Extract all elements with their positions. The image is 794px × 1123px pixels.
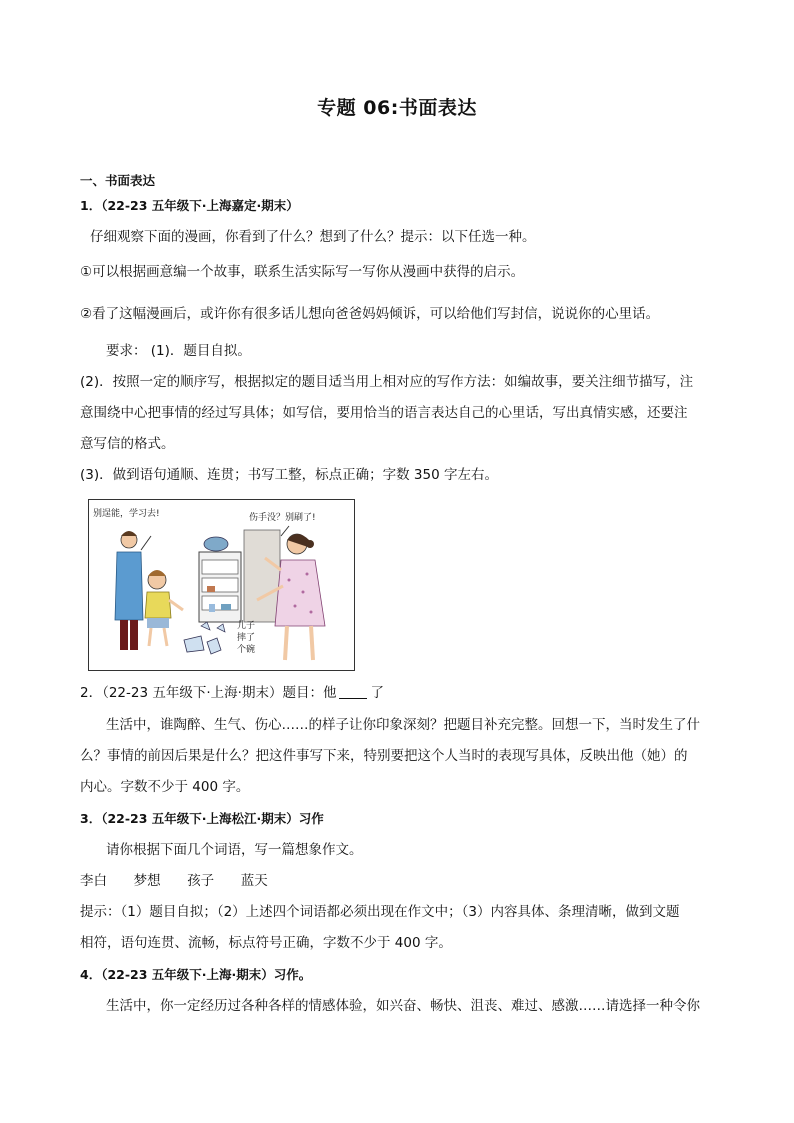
question-3-header-text: 3．（22-23 五年级下·上海松江·期末）习作 (80, 811, 324, 826)
question-4-header (80, 965, 716, 985)
bubble-right-text: 伤手没？别刷了! (249, 513, 316, 523)
page-title: 专题 06:书面表达 (317, 97, 477, 119)
title-blank (339, 684, 367, 699)
question-1-requirement-2-line-1: (2)．按照一定的顺序写，根据拟定的题目适当用上相对应的写作方法：如编故事，要关注细节描写，注 (80, 374, 694, 390)
question-3-tip-line-1: 提示：（1）题目自拟；（2）上述四个词语都必须出现在作文中；（3）内容具体、条理清晰，做到文题 (80, 904, 680, 920)
question-4-header-text: 4．（22-23 五年级下·上海·期末）习作。 (80, 967, 312, 982)
question-1-header-text: 1．（22-23 五年级下·上海嘉定·期末） (80, 198, 299, 213)
question-1-requirement-2-line-3: 意写信的格式。 (80, 436, 175, 452)
question-1-header (80, 196, 716, 216)
question-2-header-prefix: 2．（22-23 五年级下·上海·期末）题目：他 (80, 685, 337, 701)
question-1-option-1: ①可以根据画意编一个故事，联系生活实际写一写你从漫画中获得的启示。 (80, 264, 525, 280)
word-3: 孩子 (187, 873, 215, 889)
bubble-left-text: 别逞能，学习去! (93, 509, 160, 519)
question-1-requirement-2-line-2: 意围绕中心把事情的经过写具体；如写信，要用恰当的语言表达自己的心里话，写出真情实感，还要注 (80, 405, 688, 421)
cartoon-caption-line-1: 儿子 (237, 621, 256, 631)
cartoon-caption-line-2: 摔了 (237, 633, 256, 643)
question-1-requirement-1: 要求： (1)．题目自拟。 (106, 343, 251, 359)
question-3-header (80, 809, 716, 829)
question-1-paragraph-1: 仔细观察下面的漫画，你看到了什么？想到了什么？提示：以下任选一种。 (90, 229, 536, 245)
word-1: 李白 (80, 873, 107, 889)
question-3-paragraph-1: 请你根据下面几个词语，写一篇想象作文。 (106, 842, 363, 858)
cartoon-caption-line-3: 个碗 (237, 645, 256, 655)
question-3-tip-line-2: 相符，语句连贯、流畅，标点符号正确，字数不少于 400 字。 (80, 935, 452, 951)
kitchen-cabinet (199, 537, 241, 622)
question-2-line-2: 么？事情的前因后果是什么？把这件事写下来，特别要把这个人当时的表现写具体，反映出他（她）的 (80, 748, 688, 764)
boy-figure (145, 570, 183, 646)
question-1-requirement-3: (3)．做到语句通顺、连贯；书写工整，标点正确；字数 350 字左右。 (80, 467, 498, 483)
question-2-header-suffix: 了 (370, 685, 384, 701)
father-figure (115, 531, 143, 650)
question-2-line-3: 内心。字数不少于 400 字。 (80, 779, 250, 795)
section-heading: 一、书面表达 (80, 173, 156, 188)
word-2: 梦想 (133, 873, 161, 889)
word-4: 蓝天 (240, 873, 268, 889)
question-4-paragraph-1: 生活中，你一定经历过各种各样的情感体验，如兴奋、畅快、沮丧、难过、感激……请选择一种令你 (106, 998, 700, 1014)
question-3-word-list (80, 871, 716, 891)
question-1-option-2: ②看了这幅漫画后，或许你有很多话儿想向爸爸妈妈倾诉，可以给他们写封信，说说你的心里话。 (80, 306, 660, 322)
question-2-header (80, 683, 716, 703)
question-2-line-1: 生活中，谁陶醉、生气、伤心……的样子让你印象深刻？把题目补充完整。回想一下，当时发生了什 (106, 717, 700, 733)
cartoon-drawing (89, 500, 354, 670)
cartoon-illustration (88, 499, 355, 671)
broken-bowl (184, 622, 225, 654)
